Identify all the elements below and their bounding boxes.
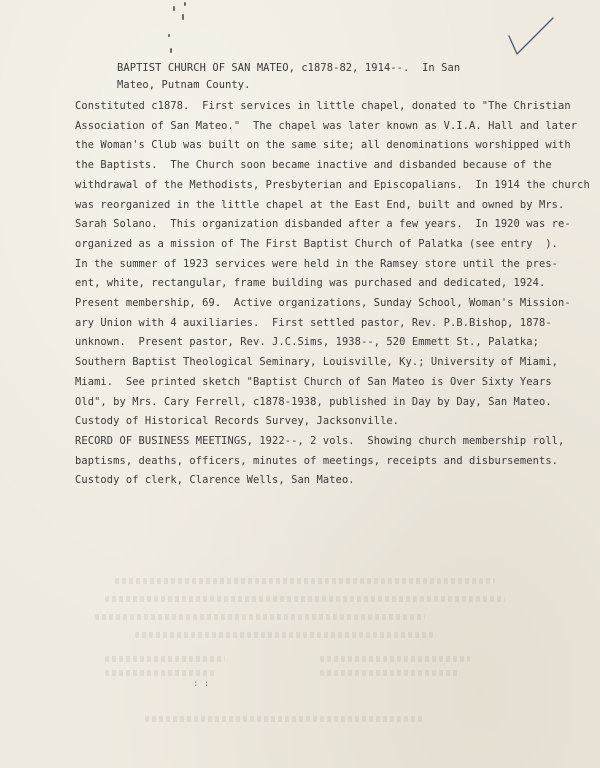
body-line: Southern Baptist Theological Seminary, Louisville, Ky.; University of Miami, — [75, 356, 559, 369]
body-line: was reorganized in the little chapel at the East End, built and owned by Mrs. — [75, 198, 565, 211]
bleed-through-text — [95, 578, 545, 738]
body-line: baptisms, deaths, officers, minutes of meetings, receipts and disbursements. — [75, 454, 559, 467]
body-line: ent, white, rectangular, frame building was purchased and dedicated, 1924. — [75, 277, 546, 290]
body-line: the Woman's Club was built on the same site; all denominations worshipped with — [75, 139, 571, 152]
faint-page-mark: : : — [193, 679, 210, 689]
body-line: Custody of Historical Records Survey, Jacksonville. — [75, 415, 400, 428]
body-line: Constituted c1878. First services in little chapel, donated to "The Christian — [75, 100, 571, 112]
entry-heading — [117, 60, 460, 94]
heading-line-1: BAPTIST CHURCH OF SAN MATEO, c1878-82, 1914--. In San — [117, 62, 461, 74]
body-line: Old", by Mrs. Cary Ferrell, c1878-1938, published in Day by Day, San Mateo. — [75, 395, 552, 408]
body-line: Custody of clerk, Clarence Wells, San Mateo. — [75, 474, 355, 487]
body-line: organized as a mission of The First Baptist Church of Palatka (see entry ). — [75, 237, 559, 250]
pencil-check-mark — [505, 14, 557, 60]
body-line: Association of San Mateo." The chapel was later known as V.I.A. Hall and later — [75, 119, 578, 132]
heading-line-2: Mateo, Putnam County. — [117, 79, 251, 91]
body-line: unknown. Present pastor, Rev. J.C.Sims, 1938--, 520 Emmett St., Palatka; — [75, 336, 539, 349]
body-line: Sarah Solano. This organization disbanded after a few years. In 1920 was re- — [75, 218, 571, 231]
body-line: In the summer of 1923 services were held in the Ramsey store until the pres- — [75, 257, 559, 270]
entry-body — [75, 97, 590, 491]
body-line: RECORD OF BUSINESS MEETINGS, 1922--, 2 vols. Showing church membership roll, — [75, 434, 565, 447]
body-line: Miami. See printed sketch "Baptist Church of San Mateo is Over Sixty Years — [75, 375, 552, 388]
body-line: Present membership, 69. Active organizations, Sunday School, Woman's Mission- — [75, 297, 571, 310]
body-line: the Baptists. The Church soon became inactive and disbanded because of the — [75, 159, 552, 172]
body-line: withdrawal of the Methodists, Presbyterian and Episcopalians. In 1914 the church — [75, 178, 590, 191]
ink-specks — [165, 0, 195, 60]
body-line: ary Union with 4 auxiliaries. First settled pastor, Rev. P.B.Bishop, 1878- — [75, 316, 552, 329]
